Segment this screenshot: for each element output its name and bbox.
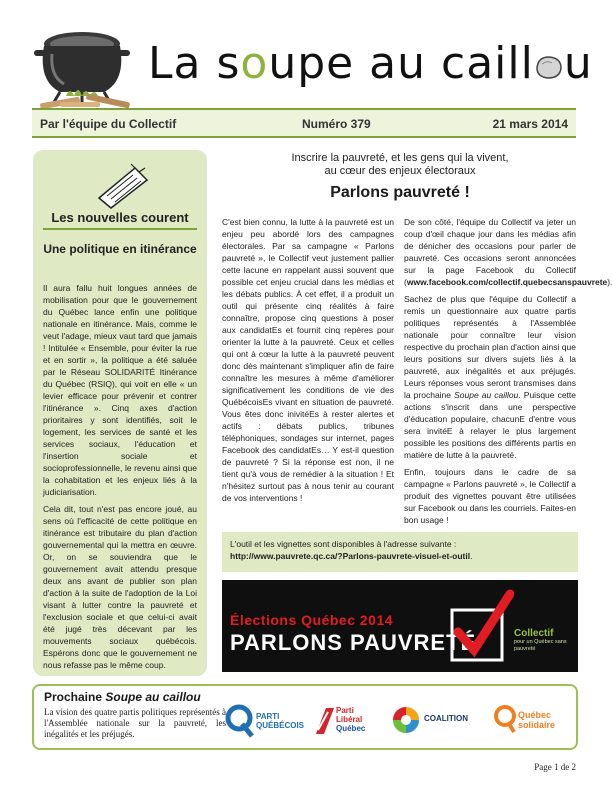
next-issue-title: Prochaine Soupe au caillou: [44, 690, 201, 704]
issue-date: 21 mars 2014: [492, 117, 568, 131]
parti-quebecois-logo: PARTI QUÉBÉCOIS: [224, 700, 302, 740]
plq-flag-icon: [314, 704, 336, 738]
main-article-title: Parlons pauvreté !: [330, 184, 470, 201]
article-paragraph: C'est bien connu, la lutte à la pauvreté est un enjeu peu abordé lors des campagnes électorales. Par sa campagne « Parlons pauvreté », le Collectif veut justement pallier cette lacune en rappelant aussi souvent que possible cet enjeu crucial dans les médias et les débats publics. À cet effet, il a produit un outil qui présente cinq réalités à faire connaître, propose cinq questions à poser aux candidatEs et fournit cinq repères pour orienter la lutte à la pauvreté. Ceux et celles qui ont à cœur la lutte à la pauvreté peuvent donc dès maintenant s'impliquer afin de faire connaître les mesures à même d'améliorer significativement les conditions de vie des QuébécoisEs vivant en situation de pauvreté. Vous êtes donc inivitéEs à rester alertes et actifs : débats publics, tribunes téléphoniques, sondages sur internet, pages Facebook des candidatEs… Y est-il question de pauvreté ? Si la réponse est non, il ne tient qu'à vous de remédier à la situation ! Et n'hésitez surtout pas à nous tenir au courant de vos interventions !: [222, 217, 394, 503]
article-paragraph: Enfin, toujours dans le cadre de sa campagne « Parlons pauvreté », le Collectif a produit des vignettes pouvant être utilisées sur Facebook ou dans les courriels. Faites-en bon usage !: [404, 467, 576, 525]
facebook-link[interactable]: www.facebook.com/collectif.quebecsanspauvrete: [406, 277, 608, 287]
issue-author: Par l'équipe du Collectif: [40, 117, 177, 131]
masthead-title: La soupe au caill u: [148, 38, 593, 89]
pq-q-icon: [224, 702, 254, 738]
news-sidebar: [33, 150, 207, 676]
stone-icon: [534, 54, 564, 80]
main-article-subtitle: Inscrire la pauvreté, et les gens qui la vivent, au cœur des enjeux électoraux: [291, 152, 509, 177]
banner-elections-line: Élections Québec 2014: [230, 612, 394, 628]
caq-logo: COALITION: [390, 700, 478, 740]
party-logos: [224, 700, 574, 740]
newspaper-icon: [95, 162, 151, 210]
masthead-title-o: o: [240, 38, 269, 89]
checkmark-icon: [444, 588, 514, 664]
news-section-title: Les nouvelles courent: [43, 210, 197, 230]
article-paragraph: Sachez de plus que l'équipe du Collectif a remis un questionnaire aux quatre partis politiques représentés à l'Assemblée nationale pour connaître leur vision respective du prochain plan d'action ainsi que leurs positions sur divers sujets liés à la pauvreté, aux inégalités et aux préjugés. Leurs réponses vous seront transmises dans la prochaine Soupe au caillou. Puisque cette actions s'inscrit dans une perspective d'éducation populaire, chacunE d'entre vous sera invitéE à relayer le plus largement possible les positions des différents partis en matière de lutte à la pauvreté.: [404, 294, 577, 460]
news-article-title: Une politique en itinérance: [43, 242, 197, 256]
article-paragraph: De son côté, l'équipe du Collectif va jeter un coup d'œil chaque jour dans les médias afin de dénicher des occasions pour parler de pauvreté. Ces occasions seront annoncées sur la page Facebook du Collectif (www.facebook.com/collectif.quebecsanspauvrete).: [404, 217, 612, 287]
masthead: [30, 26, 593, 108]
parti-liberal-logo: Parti Libéral Québec: [314, 700, 376, 740]
page-number: Page 1 de 2: [534, 762, 576, 772]
main-article-header: [222, 152, 578, 202]
campaign-banner: [222, 580, 578, 672]
tool-url-link[interactable]: http://www.pauvrete.qc.ca/?Parlons-pauvrete-visuel-et-outil: [230, 551, 471, 561]
banner-slogan: PARLONS PAUVRETÉ: [230, 630, 477, 655]
collectif-logo: Collectif pour un Québec sans pauvreté: [514, 628, 567, 652]
issue-info-bar: [32, 108, 576, 138]
next-issue-box: [32, 684, 578, 750]
caq-circle-icon: [390, 702, 422, 738]
next-issue-description: La vision des quatre partis politiques représentés à l'Assemblée nationale sur la pauvreté, les inégalités et les préjugés.: [44, 707, 226, 739]
qs-hand-icon: [494, 704, 516, 734]
issue-number: Numéro 379: [302, 117, 371, 131]
quebec-solidaire-logo: Québec solidaire: [494, 700, 570, 740]
news-paragraph: Il aura fallu huit longues années de mobilisation pour que le gouvernement du Québec lance enfin une politique nationale en itinérance. Mais, comme le veut l'adage, mieux vaut tard que jamais ! Intitulée « Ensemble, pour éviter la rue et en sortir », la politique a été saluée par le Réseau SOLIDARITÉ Itinérance du Québec (RSIQ), qui voit en elle « un levier efficace pour prévenir et contrer l'itinérance ». Cinq axes d'action prioritaires y sont identifiés, soit le logement, les services de santé et les services sociaux, l'éducation et l'insertion sociale et socioprofessionnelle, le revenu ainsi que la cohabitation et les enjeux liés à la judiciarisation.: [43, 283, 197, 497]
article-column-2: [404, 216, 612, 531]
cooking-pot-icon: [30, 26, 142, 108]
article-column-1: [222, 216, 394, 509]
news-article-body: [43, 282, 197, 676]
tool-link-note: L'outil et les vignettes sont disponibles à l'adresse suivante : http://www.pauvrete.qc.ca/?Parlons-pauvrete-visuel-et-outil.: [222, 532, 578, 572]
news-paragraph: Cela dit, tout n'est pas encore joué, au sens où l'efficacité de cette politique en itinérance est tributaire du plan d'action gouvernemental qui la mettra en œuvre. Or, on se souviendra que le gouvernement avait attendu presque deux ans avant de publier son plan d'action à la suite de l'adoption de la Loi visant à lutter contre la pauvreté et l'exclusion sociale et que celui-ci avait été jugé très décevant par les mouvements sociaux québécois. Espérons donc que le gouvernement ne nous refasse pas le même coup.: [43, 504, 197, 670]
